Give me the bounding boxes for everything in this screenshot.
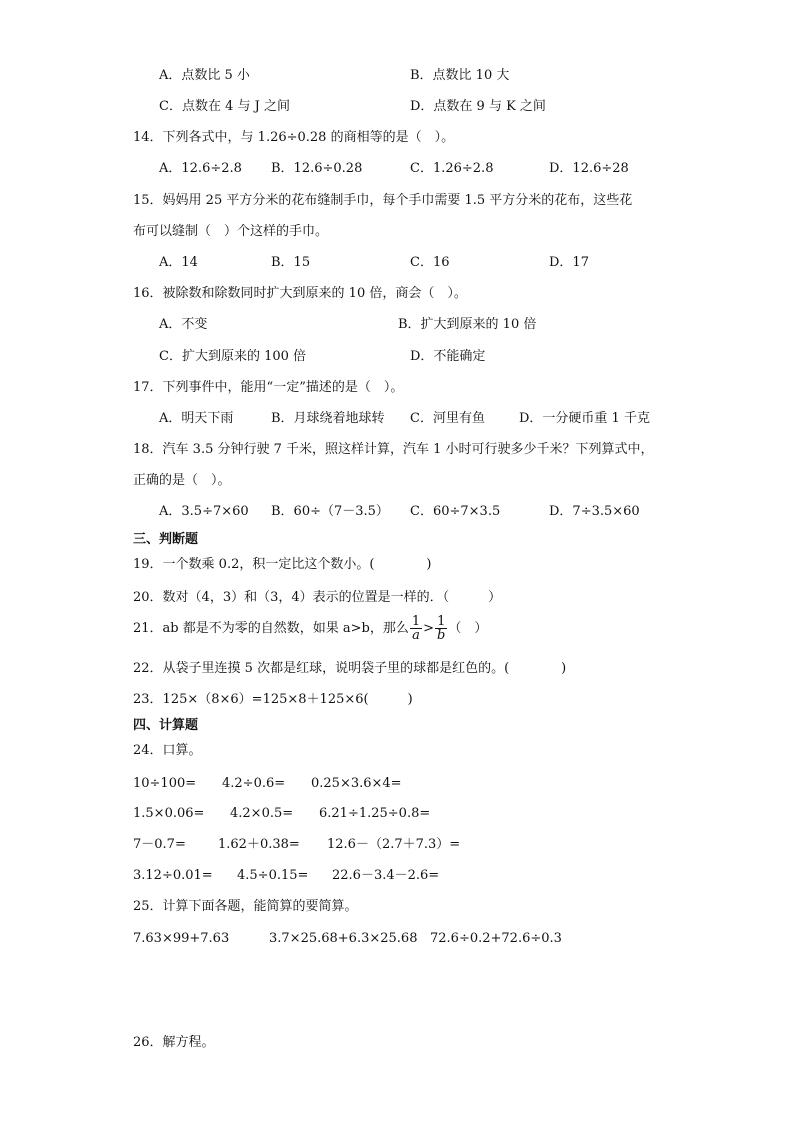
q16-option-c: C．扩大到原来的 100 倍: [159, 349, 307, 364]
fraction-1-over-b: [435, 615, 447, 642]
q25-item-3: 72.6÷0.2+72.6÷0.3: [430, 931, 562, 946]
section-heading-judgement: 三、判断题: [133, 532, 199, 547]
q18-option-d: D．7÷3.5×60: [549, 504, 640, 519]
fraction-denominator: b: [437, 628, 446, 643]
q16-option-d: D．不能确定: [410, 349, 486, 364]
greater-than-sign: >: [423, 621, 435, 636]
section-heading-calculation: 四、计算题: [133, 718, 199, 733]
q18-stem-line1: 18．汽车 3.5 分钟行驶 7 千米，照这样计算，汽车 1 小时可行驶多少千米？下列算式中，: [133, 442, 654, 457]
q24-row-2-item-2: 4.2×0.5=: [230, 806, 294, 821]
q13-option-b: B．点数比 10 大: [410, 68, 510, 83]
q17-option-a: A．明天下雨: [159, 411, 234, 426]
q15-stem-line2: 布可以缝制（ ）个这样的手巾。: [133, 224, 329, 239]
q17-stem: 17．下列事件中，能用“一定”描述的是（ ）。: [133, 380, 404, 395]
q13-option-a: A．点数比 5 小: [159, 68, 250, 83]
q24-row-3-item-2: 1.62＋0.38=: [218, 837, 300, 852]
q21-prefix: 21．ab 都是不为零的自然数，如果 a>b，那么: [133, 621, 409, 636]
fraction-numerator: 1: [435, 615, 447, 629]
q18-stem-line2: 正确的是（ ）。: [133, 473, 231, 488]
q26-title: 26．解方程。: [133, 1035, 215, 1050]
q16-stem: 16．被除数和除数同时扩大到原来的 10 倍，商会（ ）。: [133, 286, 467, 301]
fraction-numerator: 1: [411, 614, 421, 629]
q17-option-d: D．一分硬币重 1 千克: [519, 411, 650, 426]
fraction-denominator: a: [412, 628, 420, 643]
q15-option-a: A．14: [159, 255, 198, 270]
q14-option-a: A．12.6÷2.8: [159, 161, 242, 176]
q24-title: 24．口算。: [133, 743, 202, 758]
q15-option-b: B．15: [271, 255, 311, 270]
q24-row-2-item-1: 1.5×0.06=: [133, 806, 205, 821]
q25-item-1: 7.63×99+7.63: [133, 931, 230, 946]
q19-statement: 19．一个数乘 0.2，积一定比这个数小。( ): [133, 557, 432, 572]
q16-option-b: B．扩大到原来的 10 倍: [398, 317, 537, 332]
q14-option-d: D．12.6÷28: [549, 161, 629, 176]
q13-option-c: C．点数在 4 与 J 之间: [159, 99, 290, 114]
q21-statement: [133, 614, 487, 644]
q24-row-3-item-3: 12.6－（2.7＋7.3）=: [327, 837, 461, 852]
q18-option-c: C．60÷7×3.5: [410, 504, 501, 519]
q24-row-4-item-3: 22.6－3.4－2.6=: [332, 868, 440, 883]
q25-title: 25．计算下面各题，能简算的要简算。: [133, 899, 358, 914]
q24-row-4-item-2: 4.5÷0.15=: [237, 868, 309, 883]
q14-option-c: C．1.26÷2.8: [410, 161, 494, 176]
q22-statement: 22．从袋子里连摸 5 次都是红球，说明袋子里的球都是红色的。( ): [133, 661, 567, 676]
q16-option-a: A．不变: [159, 317, 208, 332]
q15-option-c: C．16: [410, 255, 450, 270]
q15-option-d: D．17: [549, 255, 589, 270]
q23-statement: 23．125×（8×6）=125×8＋125×6( ): [133, 692, 413, 707]
q13-option-d: D．点数在 9 与 K 之间: [410, 99, 546, 114]
q24-row-1-item-3: 0.25×3.6×4=: [311, 776, 402, 791]
q24-row-2-item-3: 6.21÷1.25÷0.8=: [319, 806, 431, 821]
q21-suffix: （ ）: [448, 621, 488, 636]
q17-option-b: B．月球绕着地球转: [271, 411, 385, 426]
q15-stem-line1: 15．妈妈用 25 平方分米的花布缝制手巾，每个手巾需要 1.5 平方分米的花布，这些花: [133, 193, 633, 208]
q18-option-b: B．60÷（7－3.5）: [271, 504, 389, 519]
q24-row-4-item-1: 3.12÷0.01=: [133, 868, 213, 883]
q25-item-2: 3.7×25.68+6.3×25.68: [269, 931, 418, 946]
q20-statement: 20．数对（4，3）和（3，4）表示的位置是一样的．（ ）: [133, 590, 502, 605]
q18-option-a: A．3.5÷7×60: [159, 504, 249, 519]
q24-row-1-item-1: 10÷100=: [133, 776, 197, 791]
q14-stem: 14．下列各式中，与 1.26÷0.28 的商相等的是（ ）。: [133, 130, 455, 145]
q14-option-b: B．12.6÷0.28: [271, 161, 363, 176]
q17-option-c: C．河里有鱼: [410, 411, 485, 426]
q24-row-1-item-2: 4.2÷0.6=: [222, 776, 286, 791]
q24-row-3-item-1: 7－0.7=: [133, 837, 186, 852]
fraction-1-over-a: [410, 615, 422, 642]
